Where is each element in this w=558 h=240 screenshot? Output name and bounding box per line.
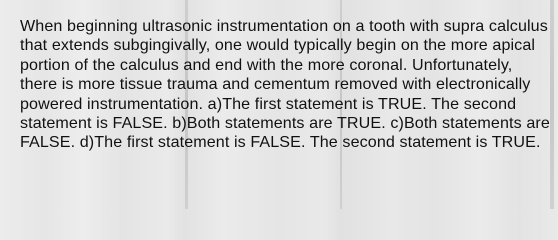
background-stripe [550, 0, 554, 209]
question-text: When beginning ultrasonic instrumentation on a tooth with supra calculus that extends subgingivally, one would typically begin on the more apical portion of the calculus and end with the more coronal. Unfortunately, there is more tissue trauma and cementum removed with electronically powered instrumentation. a)The first statement is TRUE. The second statement is FALSE. b)Both statements are TRUE. c)Both statements are FALSE. d)The first statement is FALSE. The second statement is TRUE. [20, 17, 550, 152]
